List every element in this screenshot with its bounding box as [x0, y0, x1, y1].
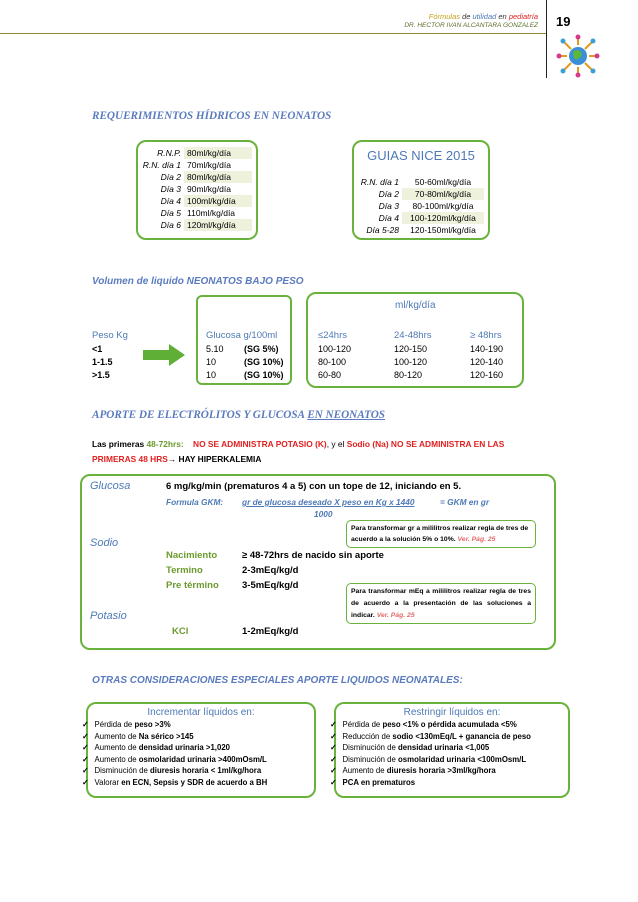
formula-result: = GKM en gr: [440, 497, 490, 507]
bajo-peso-c: 120-160: [470, 370, 504, 380]
checkmark-icon: ✓: [82, 754, 89, 764]
page-reference: Ver. Pág. 25: [457, 536, 496, 543]
item-emphasis: osmolaridad urinaria <100mOsm/L: [398, 754, 527, 764]
text: Las primeras: [92, 439, 147, 449]
list-item: [82, 732, 314, 744]
list-item: [330, 732, 568, 744]
nice-row: [352, 188, 484, 200]
day-label: Día 4: [160, 196, 181, 206]
increase-fluids-box: [82, 702, 316, 798]
bajo-peso-b: 120-150: [394, 344, 428, 354]
item-prefix: Aumento de: [342, 766, 387, 775]
item-prefix: Aumento de: [94, 743, 139, 752]
sodio-value: 2-3mEq/kg/d: [242, 565, 299, 576]
section-title-bajo-peso: [92, 276, 304, 287]
potasio-label: Potasio: [90, 610, 127, 622]
requirements-table: [134, 147, 252, 231]
sodio-value: ≥ 48-72hrs de nacido sin aporte: [242, 550, 384, 561]
restrict-list: [330, 720, 568, 789]
section-title-aporte: [92, 409, 385, 421]
bajo-peso-b: 80-120: [394, 370, 423, 380]
section-title-otras: OTRAS CONSIDERACIONES ESPECIALES APORTE LIQUIDOS NEONATALES:: [92, 675, 463, 686]
day-label: Día 5-28: [366, 225, 399, 235]
day-label: R.N.P.: [157, 148, 181, 158]
item-emphasis: densidad urinaria >1,020: [138, 743, 230, 752]
list-item: [82, 720, 314, 732]
requirements-row: [134, 159, 252, 171]
checkmark-icon: ✓: [330, 766, 337, 775]
list-item: [82, 778, 314, 790]
checkmark-icon: ✓: [82, 766, 89, 775]
item-prefix: Aumento de: [94, 754, 139, 764]
text: PRIMERAS 48 HRS: [92, 454, 168, 464]
warning-paragraph: [92, 437, 552, 467]
checkmark-icon: ✓: [82, 731, 89, 741]
title-word: de: [460, 12, 473, 21]
requirements-row: [134, 171, 252, 183]
note-text: Para transformar gr a mililitros realizar regla de tres de acuerdo a la solución 5% o 10%.: [351, 525, 529, 543]
author-name: DR. HECTOR IVAN ALCANTARA GONZALEZ: [404, 22, 538, 29]
book-title: [429, 12, 538, 21]
title-word: utilidad: [472, 12, 497, 21]
nice-row: [352, 176, 484, 188]
note-meq-conversion: [346, 583, 536, 624]
text: → HAY HIPERKALEMIA: [167, 454, 262, 464]
item-prefix: Pérdida de: [94, 720, 135, 729]
checkmark-icon: ✓: [330, 754, 337, 764]
list-item: [330, 766, 568, 778]
globe-logo-icon: [556, 34, 600, 78]
list-item: [330, 720, 568, 732]
nice-table: [352, 176, 484, 236]
bajo-peso-sg: (SG 10%): [244, 357, 284, 367]
bajo-peso-c: 140-190: [470, 344, 504, 354]
bajo-peso-glu: 5.10: [206, 344, 224, 354]
text: 48-72hrs:: [146, 439, 184, 449]
bajo-peso-sg: (SG 5%): [244, 344, 279, 354]
day-label: Día 5: [160, 208, 181, 218]
title-part: EN NEONATOS: [307, 409, 386, 421]
bajo-peso-glu: 10: [206, 357, 217, 367]
item-emphasis: sodio <130mEq/L + ganancia de peso: [392, 731, 531, 741]
col-48-header: 24-48hrs: [394, 330, 432, 341]
item-emphasis: peso >3%: [134, 720, 171, 729]
checkmark-icon: ✓: [330, 720, 337, 729]
unit-header: ml/kg/día: [395, 300, 436, 311]
restrict-title: Restringir líquidos en:: [403, 707, 501, 718]
checkmark-icon: ✓: [330, 777, 337, 787]
sodio-label: Sodio: [90, 537, 119, 549]
title-word: en: [496, 12, 509, 21]
nice-row: [352, 200, 484, 212]
bajo-peso-sg: (SG 10%): [244, 370, 284, 380]
col-glucosa-header: Glucosa g/100ml: [206, 330, 278, 341]
day-value: 80ml/kg/día: [184, 171, 252, 183]
day-label: Día 3: [160, 184, 181, 194]
item-prefix: Disminución de: [94, 766, 151, 775]
sodio-key: Pre término: [166, 580, 219, 591]
page-number: 19: [556, 14, 571, 29]
list-item: [82, 755, 314, 767]
requirements-row: [134, 219, 252, 231]
day-value: 120-150ml/kg/día: [410, 225, 476, 235]
increase-title: Incrementar líquidos en:: [147, 707, 255, 718]
list-item: [330, 743, 568, 755]
item-prefix: Reducción de: [342, 731, 393, 741]
checkmark-icon: ✓: [82, 777, 89, 787]
col-24-header: ≤24hrs: [318, 330, 347, 341]
item-emphasis: PCA en prematuros: [342, 777, 416, 787]
list-item: [330, 755, 568, 767]
day-value: 80-100ml/kg/día: [412, 201, 474, 211]
sodio-key: Nacimiento: [166, 550, 218, 561]
page-reference: Ver. Pág. 25: [376, 612, 415, 619]
checkmark-icon: ✓: [82, 720, 89, 729]
day-label: R.N. día 1: [142, 160, 181, 170]
checkmark-icon: ✓: [82, 743, 89, 752]
item-emphasis: diuresis horaria >3ml/kg/hora: [386, 766, 496, 775]
item-prefix: Disminución de: [342, 743, 399, 752]
arrow-right-icon: [143, 344, 185, 366]
day-value: 90ml/kg/día: [187, 184, 231, 194]
day-value: 50-60ml/kg/día: [414, 177, 472, 187]
day-label: Día 6: [160, 220, 181, 230]
day-label: Día 2: [378, 189, 399, 199]
item-emphasis: densidad urinaria <1,005: [398, 743, 490, 752]
requirements-row: [134, 195, 252, 207]
rn-requirements-box: [136, 140, 258, 240]
requirements-row: [134, 147, 252, 159]
day-value: 70-80ml/kg/día: [402, 188, 484, 200]
day-label: Día 3: [378, 201, 399, 211]
glucosa-text: 6 mg/kg/min (prematuros 4 a 5) con un tope de 12, iniciando en 5.: [166, 481, 462, 492]
glucosa-label: Glucosa: [90, 480, 131, 492]
checkmark-icon: ✓: [330, 743, 337, 752]
requirements-row: [134, 207, 252, 219]
text: Sodio (Na): [346, 439, 389, 449]
restrict-fluids-box: [330, 702, 570, 798]
title-part: Volumen de liquido: [92, 276, 187, 287]
day-value: 120ml/kg/día: [184, 219, 252, 231]
title-part: NEONATOS BAJO PESO: [186, 276, 304, 287]
nice-guidelines-box: [352, 140, 490, 240]
list-item: [330, 778, 568, 790]
item-prefix: Pérdida de: [342, 720, 383, 729]
bajo-peso-b: 100-120: [394, 357, 428, 367]
list-item: [82, 766, 314, 778]
section-title-requerimientos: REQUERIMIENTOS HÍDRICOS EN NEONATOS: [92, 110, 332, 122]
text: , y el: [326, 439, 347, 449]
nice-title: GUIAS NICE 2015: [367, 148, 475, 163]
text: NO SE ADMINISTRA POTASIO (K): [193, 439, 327, 449]
list-item: [82, 743, 314, 755]
day-value: 100-120ml/kg/día: [402, 212, 484, 224]
note-glucose-conversion: [346, 520, 536, 548]
item-emphasis: en ECN, Sepsis y SDR de acuerdo a BH: [121, 777, 268, 787]
bajo-peso-a: 60-80: [318, 370, 342, 380]
day-label: Día 4: [378, 213, 399, 223]
col-peso-header: Peso Kg: [92, 330, 128, 341]
title-word: pediatría: [508, 12, 538, 21]
day-label: Día 2: [160, 172, 181, 182]
item-prefix: Disminución de: [342, 754, 399, 764]
nice-row: [352, 224, 484, 236]
sodio-key: Termino: [166, 565, 203, 576]
header-rule: [0, 33, 546, 34]
kcl-label: KCl: [172, 626, 189, 637]
day-label: R.N. día 1: [360, 177, 399, 187]
checkmark-icon: ✓: [330, 731, 337, 741]
text: NO SE ADMINISTRA EN LAS: [388, 439, 505, 449]
note-text: Para transformar mEq a mililitros realizar regla de tres de acuerdo a la presentación de las soluciones a indicar.: [351, 588, 531, 619]
day-value: 80ml/kg/día: [184, 147, 252, 159]
bajo-peso-a: 80-100: [318, 357, 347, 367]
formula-numerator: gr de glucosa deseado X peso en Kg x 1440: [242, 497, 415, 507]
day-value: 110ml/kg/día: [187, 208, 236, 218]
col-gt48-header: ≥ 48hrs: [470, 330, 502, 341]
bajo-peso-peso: 1-1.5: [92, 357, 113, 367]
formula-label: Formula GKM:: [166, 497, 224, 507]
bajo-peso-a: 100-120: [318, 344, 352, 354]
title-part: APORTE DE ELECTRÓLITOS Y GLUCOSA: [92, 409, 308, 421]
kcl-value: 1-2mEq/kg/d: [242, 626, 299, 637]
item-prefix: Valorar: [94, 777, 122, 787]
bajo-peso-c: 120-140: [470, 357, 504, 367]
item-emphasis: osmolaridad urinaria >400mOsm/L: [138, 754, 267, 764]
item-emphasis: Na sérico >145: [138, 731, 194, 741]
day-value: 100ml/kg/día: [184, 195, 252, 207]
title-word: Fórmulas: [428, 12, 460, 21]
bajo-peso-glu: 10: [206, 370, 217, 380]
sodio-value: 3-5mEq/kg/d: [242, 580, 299, 591]
bajo-peso-peso: <1: [92, 344, 103, 354]
bajo-peso-peso: >1.5: [92, 370, 110, 380]
item-emphasis: peso <1% o pérdida acumulada <5%: [382, 720, 517, 729]
nice-row: [352, 212, 484, 224]
item-prefix: Aumento de: [94, 731, 139, 741]
header-divider: [546, 0, 547, 78]
formula-denominator: 1000: [314, 509, 333, 519]
increase-list: [82, 720, 314, 789]
day-value: 70ml/kg/día: [187, 160, 231, 170]
requirements-row: [134, 183, 252, 195]
item-emphasis: diuresis horaria < 1ml/kg/hora: [150, 766, 262, 775]
